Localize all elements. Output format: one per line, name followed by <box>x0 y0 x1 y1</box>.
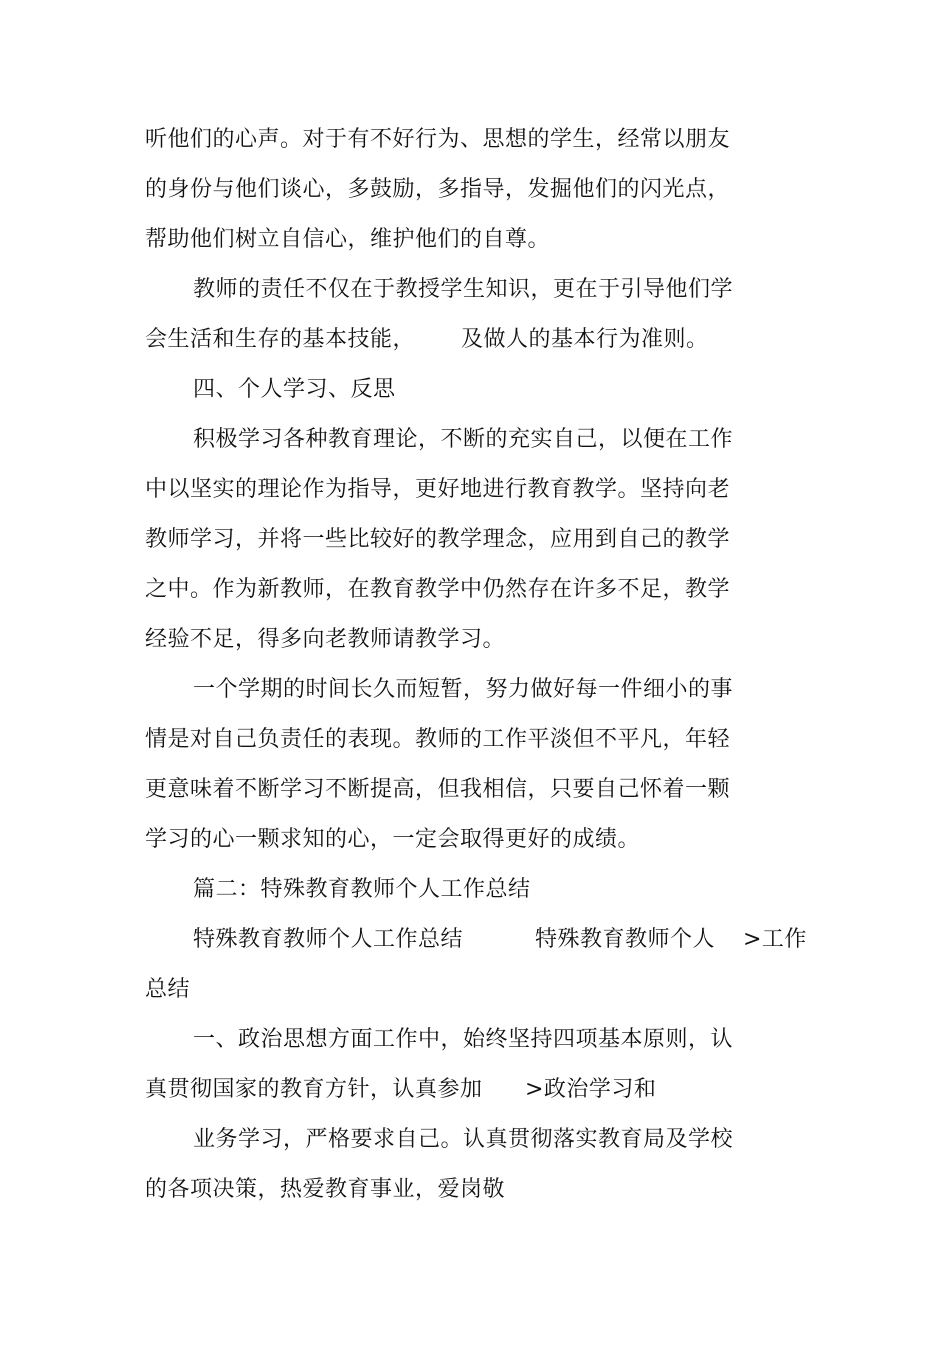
text-line: 听他们的心声。对于有不好行为、思想的学生，经常以朋友 <box>145 127 731 152</box>
text-line: >政治学习和 <box>525 1077 657 1102</box>
text-line: 一、政治思想方面工作中，始终坚持四项基本原则，认 <box>193 1027 734 1052</box>
text-line: 的各项决策，热爱教育事业，爱岗敬 <box>145 1177 506 1202</box>
section-heading: 四、个人学习、反思 <box>193 377 396 402</box>
text-line: 的身份与他们谈心，多鼓励，多指导，发掘他们的闪光点， <box>145 177 731 202</box>
text-line: 情是对自己负责任的表现。教师的工作平淡但不平凡，年轻 <box>145 727 731 752</box>
text-line: 更意味着不断学习不断提高，但我相信，只要自己怀着一颗 <box>145 777 731 802</box>
text-line: 总结 <box>145 977 191 1002</box>
text-line: 帮助他们树立自信心，维护他们的自尊。 <box>145 227 551 252</box>
text-line: 中以坚实的理论作为指导，更好地进行教育教学。坚持向老 <box>145 477 731 502</box>
text-line: 特殊教育教师个人 <box>535 927 716 952</box>
text-line: 特殊教育教师个人工作总结 <box>193 927 464 952</box>
text-line: >工作 <box>743 927 807 952</box>
text-line: 真贯彻国家的教育方针，认真参加 <box>145 1077 483 1102</box>
text-line: 业务学习，严格要求自己。认真贯彻落实教育局及学校 <box>193 1127 734 1152</box>
section-heading: 篇二：特殊教育教师个人工作总结 <box>193 877 531 902</box>
text-line: 学习的心一颗求知的心，一定会取得更好的成绩。 <box>145 827 641 852</box>
text-line: 教师学习，并将一些比较好的教学理念，应用到自己的教学 <box>145 527 731 552</box>
text-line: 一个学期的时间长久而短暂，努力做好每一件细小的事 <box>193 677 734 702</box>
text-line: 教师的责任不仅在于教授学生知识，更在于引导他们学 <box>193 277 734 302</box>
text-line: 经验不足，得多向老教师请教学习。 <box>145 627 506 652</box>
text-line: 会生活和生存的基本技能， <box>145 327 416 352</box>
text-line: 之中。作为新教师，在教育教学中仍然存在许多不足，教学 <box>145 577 731 602</box>
text-line: 积极学习各种教育理论，不断的充实自己，以便在工作 <box>193 427 734 452</box>
text-line: 及做人的基本行为准则。 <box>461 327 709 352</box>
